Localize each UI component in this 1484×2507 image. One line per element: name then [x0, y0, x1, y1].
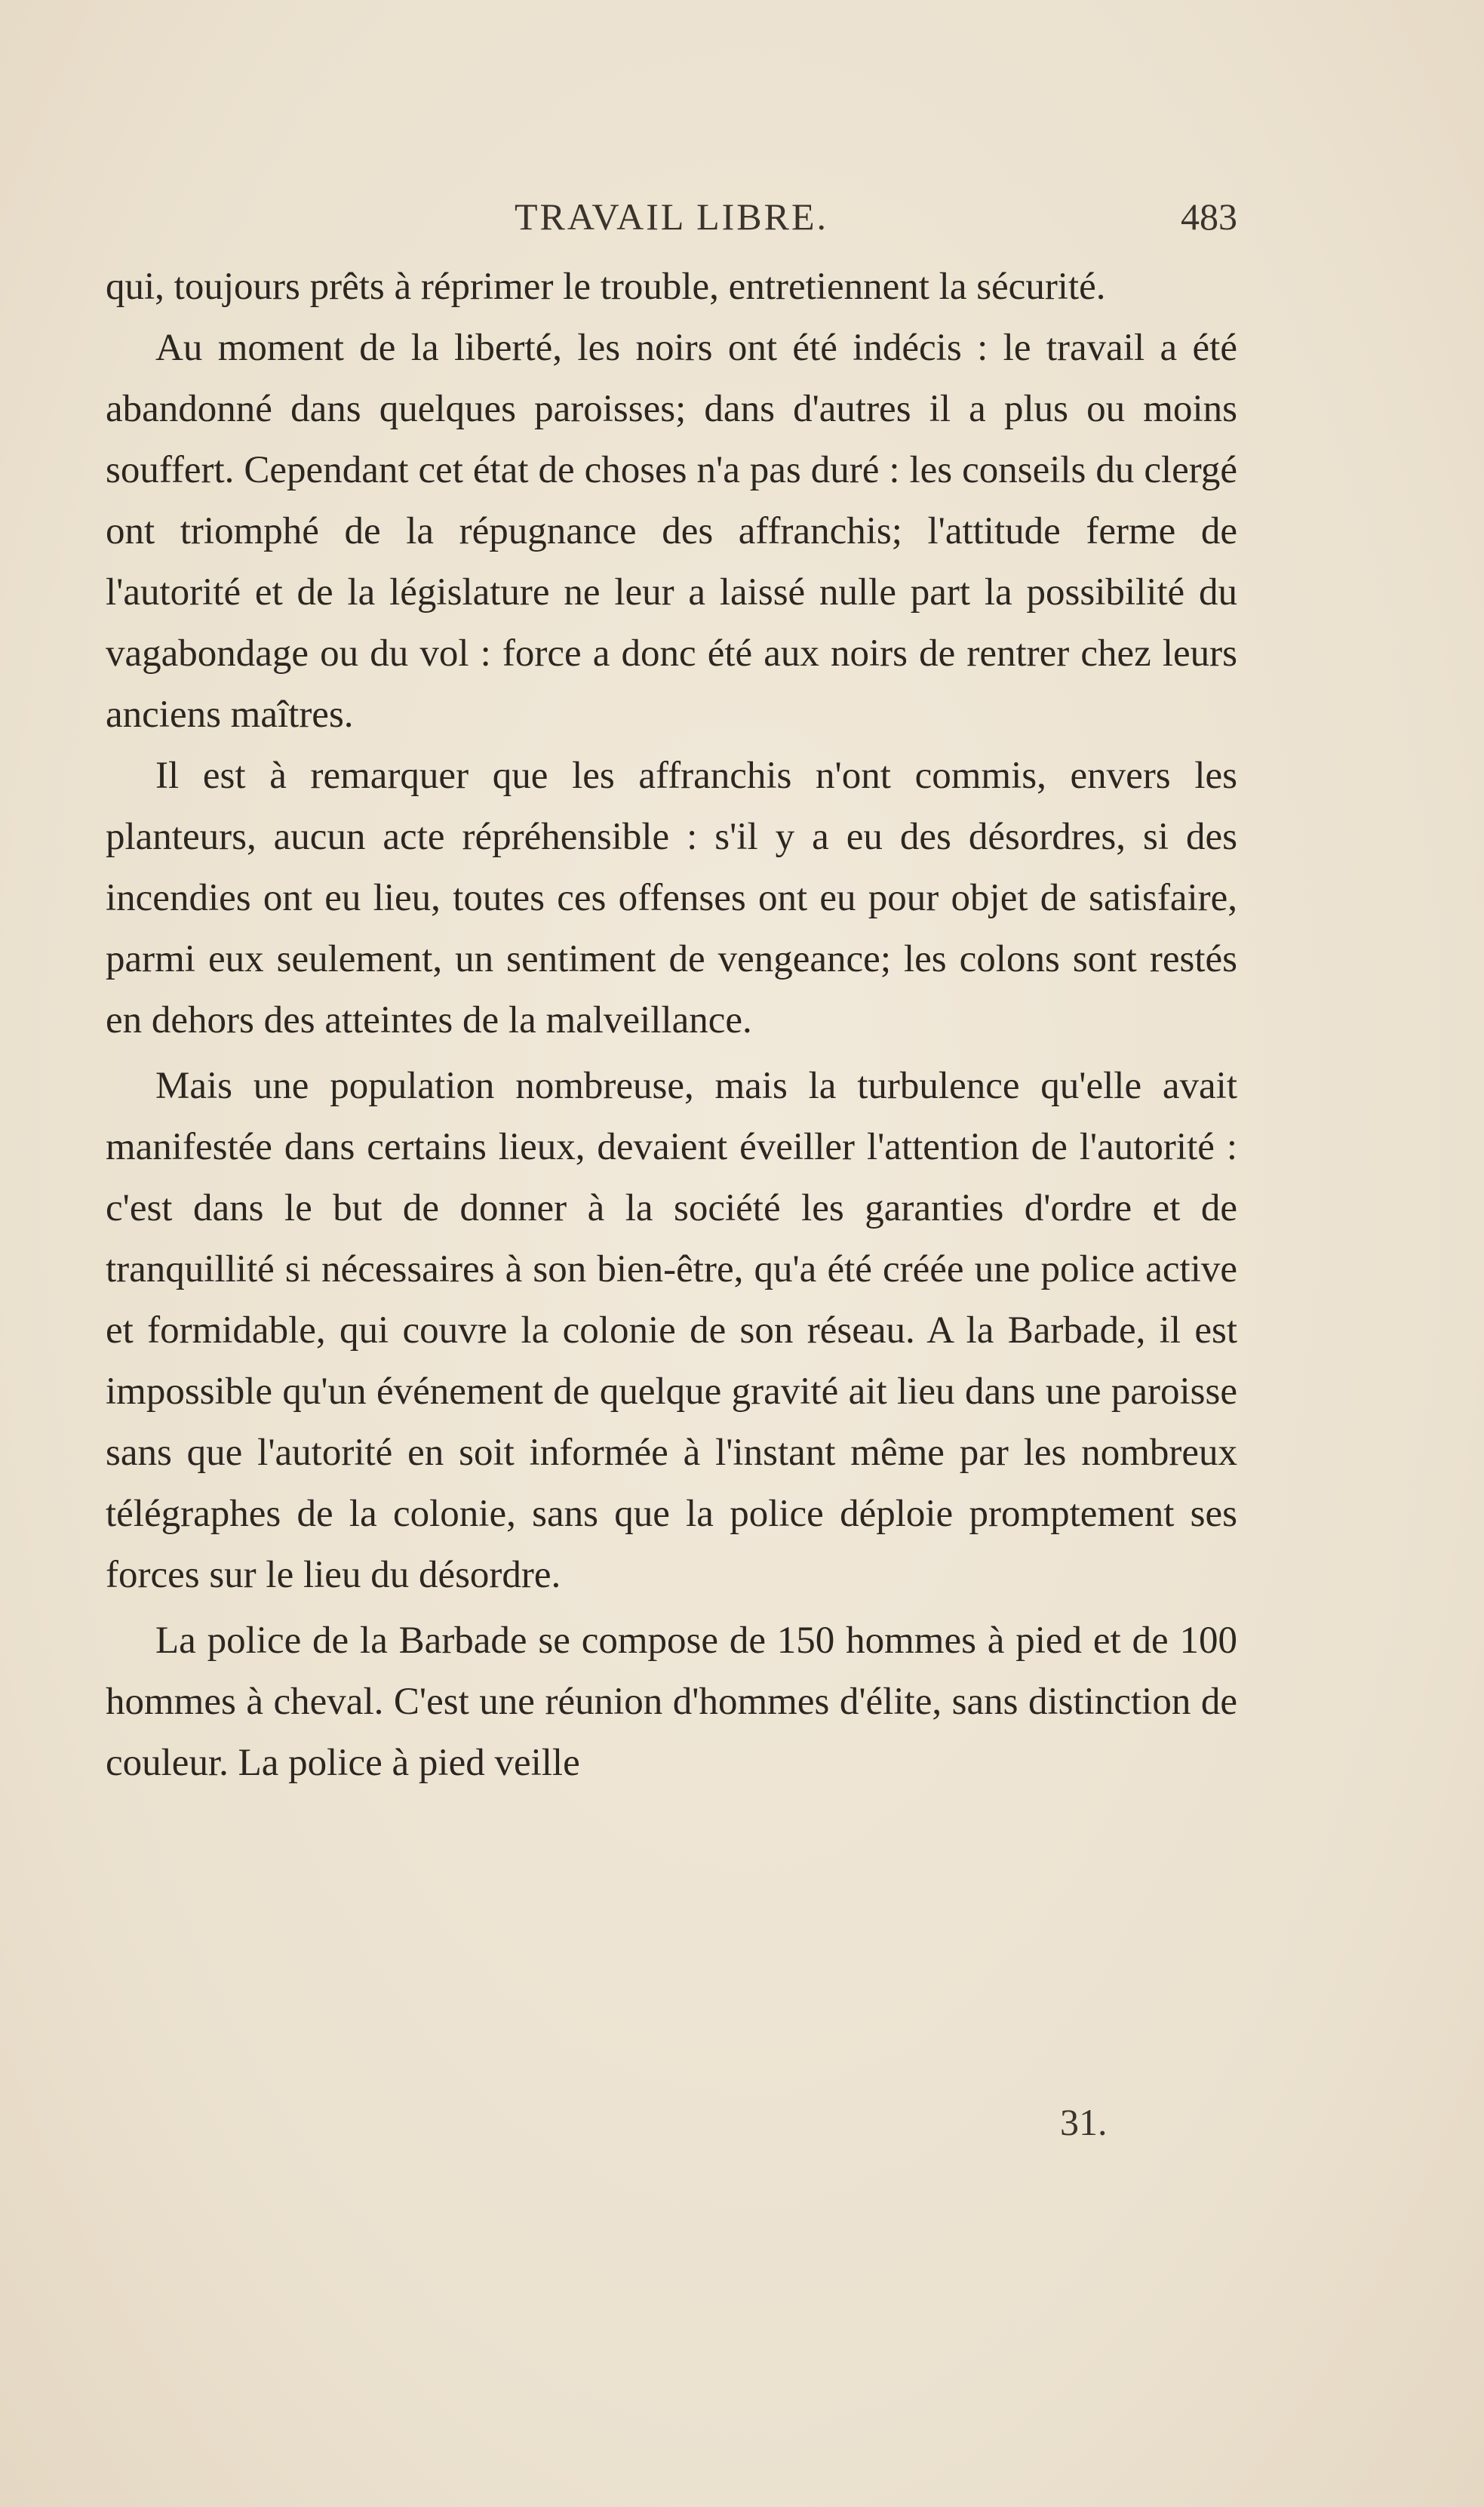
- paragraph-police-composition: La police de la Barbade se compose de 150 hommes à pied et de 100 hommes à cheval. C'est une réunion d'hommes d'élite, sans distinction de couleur. La police à pied veille: [106, 1620, 1237, 1784]
- paragraph-liberty: Au moment de la liberté, les noirs ont été indécis : le travail a été abandonné dans quelques paroisses; dans d'autres il a plus ou moins souffert. Cependant cet état de choses n'a pas duré : les conseils du clergé ont triomphé de la répugnance des affranchis; l'attitude ferme de l'autorité et de la législature ne leur a laissé nulle part la possibilité du vagabondage ou du vol : force a donc été aux noirs de rentrer chez leurs anciens maîtres.: [106, 327, 1237, 736]
- running-title: TRAVAIL LIBRE.: [514, 195, 829, 238]
- paragraph-affranchis: Il est à remarquer que les affranchis n'ont commis, envers les planteurs, aucun acte répréhensible : s'il y a eu des désordres, si des incendies ont eu lieu, toutes ces offenses ont eu pour objet de satisfaire, parmi eux seulement, un sentiment de vengeance; les colons sont restés en dehors des atteintes de la malveillance.: [106, 755, 1237, 1041]
- body-text: [106, 257, 1237, 1794]
- paragraph-police-origin: Mais une population nombreuse, mais la turbulence qu'elle avait manifestée dans certains lieux, devaient éveiller l'attention de l'autorité : c'est dans le but de donner à la société les garanties d'ordre et de tranquillité si nécessaires à son bien-être, qu'a été créée une police active et formidable, qui couvre la colonie de son réseau. A la Barbade, il est impossible qu'un événement de quelque gravité ait lieu dans une paroisse sans que l'autorité en soit informée à l'instant même par les nombreux télégraphes de la colonie, sans que la police déploie promptement ses forces sur le lieu du désordre.: [106, 1065, 1237, 1596]
- paragraph-continuation: qui, toujours prêts à réprimer le trouble, entretiennent la sécurité.: [106, 266, 1106, 308]
- signature-mark: 31.: [1060, 2101, 1108, 2143]
- running-header: [106, 195, 1237, 248]
- page-number: 483: [1181, 195, 1237, 238]
